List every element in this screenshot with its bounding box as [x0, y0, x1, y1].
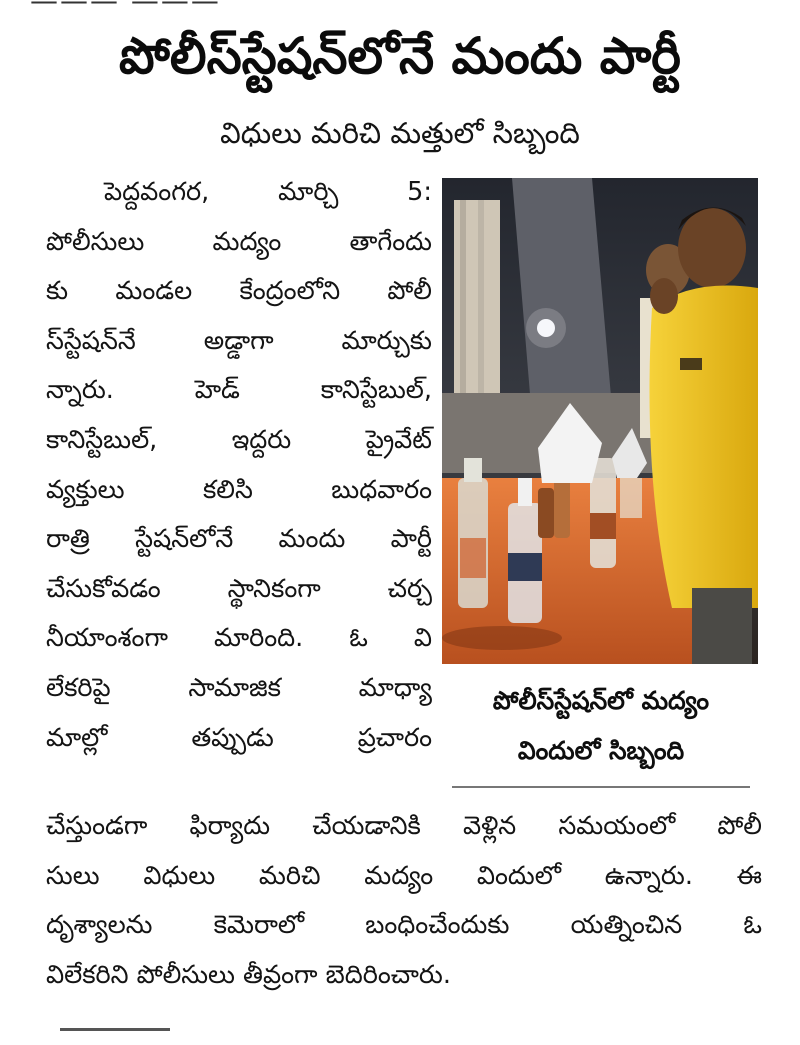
article-line: చేసుకోవడం స్థానికంగా చర్చ: [46, 573, 432, 604]
news-photo-illustration: [442, 178, 758, 664]
article-line: కు మండల కేంద్రంలోని పోలీ: [46, 276, 432, 307]
article-full-width-text: [46, 802, 762, 1000]
article-line: మాల్లో తప్పుడు ప్రచారం: [46, 722, 432, 753]
next-article-cutoff: [0, 1024, 800, 1034]
article-line: సులు విధులు మరిచి మద్యం విందులో ఉన్నారు. ఈ: [46, 860, 762, 891]
article-line: నీయాంశంగా మారింది. ఓ వి: [46, 623, 432, 654]
headline: పోలీస్‌స్టేషన్‌లోనే మందు పార్టీ: [119, 27, 681, 85]
article-line: దృశ్యాలను కెమెరాలో బంధించేందుకు యత్నించిన ఓ: [46, 910, 762, 941]
article-line: రాత్రి స్టేషన్‌లోనే మందు పార్టీ: [46, 524, 432, 555]
photo-caption-line: విందులో సిబ్బంది: [517, 736, 685, 765]
previous-article-cutoff: ——— ———: [30, 0, 221, 17]
article-column-text: [46, 168, 432, 763]
subheadline: విధులు మరిచి మత్తులో సిబ్బంది: [220, 116, 580, 150]
article-line: చేస్తుండగా ఫిర్యాదు చేయడానికి వెళ్లిన సమయంలో పోలీ: [46, 811, 762, 841]
article-line: లేకరిపై సామాజిక మాధ్యా: [46, 672, 432, 703]
news-photo: [442, 178, 758, 664]
article-line: వ్యక్తులు కలిసి బుధవారం: [46, 474, 432, 505]
article-line: కానిస్టేబుల్, ఇద్దరు ప్రైవేట్: [46, 424, 432, 455]
article-line: స్‌స్టేషన్‌నే అడ్డాగా మార్చుకు: [46, 325, 432, 356]
article-line: న్నారు. హెడ్ కానిస్టేబుల్,: [46, 375, 432, 406]
photo-caption: [438, 676, 764, 776]
caption-divider: [452, 786, 750, 788]
article-line: పోలీసులు మద్యం తాగేందు: [46, 226, 432, 257]
article-line: పెద్దవంగర, మార్చి 5:: [104, 177, 432, 207]
photo-caption-line: పోలీస్‌స్టేషన్‌లో మద్యం: [492, 686, 710, 715]
article-line: విలేకరిని పోలీసులు తీవ్రంగా బెదిరించారు.: [46, 959, 451, 990]
